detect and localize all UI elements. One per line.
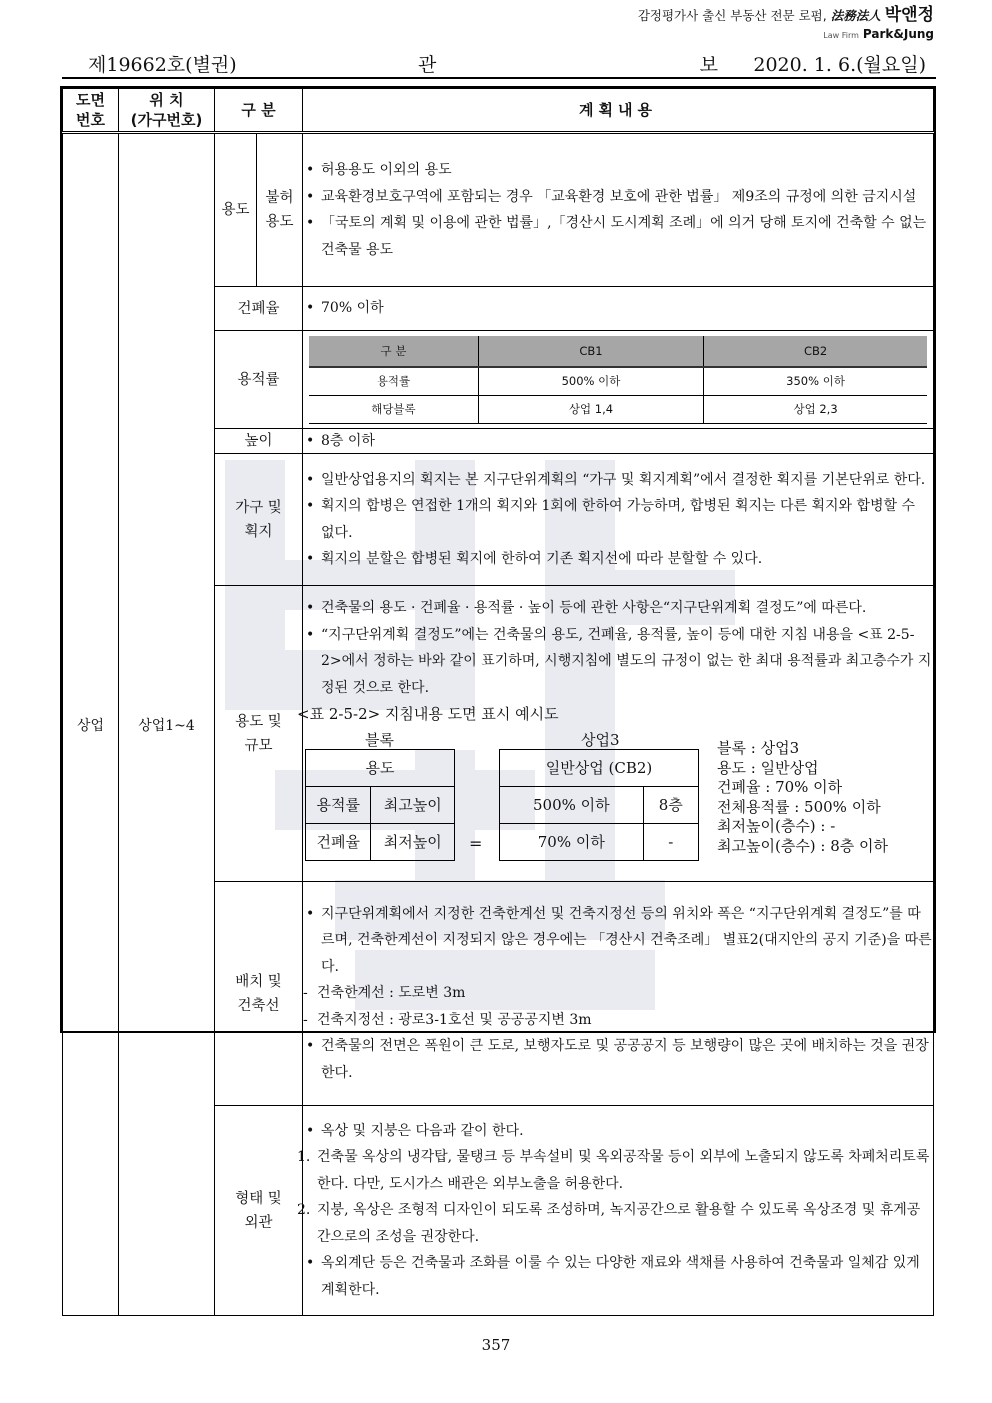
table-row-use (63, 133, 934, 287)
note-line: 최저높이(층수) : - (717, 817, 836, 835)
bcr-content (303, 287, 934, 331)
brand-lawfirm: 法務法人 (830, 8, 881, 23)
parcel-content (303, 454, 934, 586)
list-item: 2. 지붕, 옥상은 조형적 디자인이 되도록 조성하며, 녹지공간으로 활용할 수 있도록 옥상조경 및 휴게공간으로의 조성을 권장한다. (303, 1197, 933, 1250)
table-row (309, 395, 927, 423)
issue-number: 제19662호(별권) (88, 54, 237, 76)
drawing-number: 상업 (63, 133, 119, 1316)
list-item: • 옥외계단 등은 건축물과 조화를 이룰 수 있는 다양한 재료와 색채를 사용하여 건축물과 일체감 있게 계획한다. (303, 1250, 933, 1303)
label-form: 형태 및 외관 (215, 1106, 303, 1316)
block-location: 상업1~4 (119, 133, 215, 1316)
example-figure (297, 701, 933, 876)
layout-content (303, 882, 934, 1106)
gazette-title (418, 50, 718, 77)
label-use: 용도 (215, 133, 257, 287)
list-item: • 획지의 분할은 합병된 획지에 한하여 기존 획지선에 따라 분할할 수 있다. (303, 546, 933, 573)
legend-bcr: 건폐율 (306, 824, 371, 861)
list-item: • 건축물의 전면은 폭원이 큰 도로, 보행자도로 및 공공공지 등 보행량이 많은 곳에 배치하는 것을 권장한다. (303, 1033, 933, 1086)
example-far: 500% 이하 (500, 787, 644, 824)
legend-min-height: 최저높이 (371, 824, 455, 861)
list-item: • 옥상 및 지붕은 다음과 같이 한다. (303, 1118, 933, 1145)
legend-max-height: 최고높이 (371, 787, 455, 824)
gazette-header (88, 50, 926, 76)
plan-table (62, 88, 934, 1316)
example-max-height: 8층 (643, 787, 698, 824)
list-item: 1. 건축물 옥상의 냉각탑, 물탱크 등 부속설비 및 옥외공작물 등이 외부에 노출되지 않도록 차폐처리토록 한다. 다만, 도시가스 배관은 외부노출을 허용한다. (303, 1144, 933, 1197)
use-content (303, 133, 934, 287)
label-scale: 용도 및 규모 (215, 586, 303, 882)
note-line: 건폐율 : 70% 이하 (717, 778, 843, 796)
list-item: • 8층 이하 (303, 431, 933, 451)
scale-content (297, 586, 934, 882)
brand-law-firm-small: Law Firm (823, 31, 859, 40)
note-line: 블록 : 상업3 (717, 739, 800, 757)
far-header-cb1: CB1 (478, 336, 703, 367)
plan-document (60, 86, 936, 1298)
col-category: 구 분 (215, 89, 303, 133)
label-bcr: 건폐율 (215, 287, 303, 331)
table-cell: 350% 이하 (704, 367, 927, 396)
far-content (303, 331, 934, 429)
list-item: • 지구단위계획에서 지정한 건축한계선 및 건축지정선 등의 위치와 폭은 “지구단위계획 결정도”를 따르며, 건축한계선이 지정되지 않은 경우에는 「경산시 건축조례」 별표2(대지안의 공지 기준)을 따른다. (303, 901, 933, 981)
brand-tagline: 감정평가사 출신 부동산 전문 로펌, (637, 8, 827, 23)
list-item: • 70% 이하 (303, 295, 933, 322)
table-cell: 500% 이하 (478, 367, 703, 396)
list-item: • 획지의 합병은 연접한 1개의 획지와 1회에 한하여 가능하며, 합병된 획지는 다른 획지와 합병할 수 없다. (303, 493, 933, 546)
example-bcr: 70% 이하 (500, 824, 644, 861)
example-block: 상업3 (581, 731, 620, 749)
legend-block-label: 블록 (365, 731, 394, 749)
label-parcel: 가구 및 획지 (215, 454, 303, 586)
label-far: 용적률 (215, 331, 303, 429)
far-table (309, 336, 927, 424)
legend-box (305, 749, 455, 861)
gazette-title-right: 보 (699, 54, 718, 76)
table-cell: 해당블록 (309, 395, 478, 423)
table-cell: 상업 1,4 (478, 395, 703, 423)
list-item: • 허용용도 이외의 용도 (303, 157, 933, 184)
col-drawing-no: 도면 번호 (63, 89, 119, 133)
equals-sign: = (469, 834, 483, 853)
legend-use: 용도 (306, 750, 455, 787)
example-notes (717, 739, 888, 856)
form-content (303, 1106, 934, 1316)
note-line: 용도 : 일반상업 (717, 758, 819, 777)
far-header-cb2: CB2 (704, 336, 927, 367)
example-box (499, 749, 699, 861)
list-item: • 교육환경보호구역에 포함되는 경우 「교육환경 보호에 관한 법률」 제9조의 규정에 의한 금지시설 (303, 184, 933, 211)
brand-header (638, 6, 934, 45)
far-header-category: 구 분 (309, 336, 478, 367)
list-item: • 건축물의 용도 · 건폐율 · 용적률 · 높이 등에 관한 사항은“지구단위계획 결정도”에 따른다. (303, 595, 933, 622)
header-rule (62, 77, 936, 79)
table-header-row (63, 89, 934, 133)
label-height: 높이 (215, 429, 303, 454)
note-line: 전체용적률 : 500% 이하 (717, 797, 881, 816)
label-layout: 배치 및 건축선 (215, 882, 303, 1106)
height-content (303, 429, 934, 454)
page-number: 357 (481, 1336, 511, 1354)
list-item: • 일반상업용지의 획지는 본 지구단위계획의 “가구 및 획지계획”에서 결정한 획지를 기본단위로 한다. (303, 467, 933, 494)
example-min-height: - (643, 824, 698, 861)
example-caption: <표 2-5-2> 지침내용 도면 표시 예시도 (297, 705, 559, 723)
brand-name-ko: 박앤정 (884, 5, 934, 25)
col-location: 위 치 (가구번호) (119, 89, 215, 133)
legend-far: 용적률 (306, 787, 371, 824)
list-item: • 「국토의 계획 및 이용에 관한 법률」,「경산시 도시계획 조례」에 의거 당해 토지에 건축할 수 없는 건축물 용도 (303, 210, 933, 263)
brand-name-en: Park&Jung (862, 27, 934, 41)
note-line: 최고높이(층수) : 8층 이하 (717, 836, 889, 855)
label-prohibited-use: 불허 용도 (257, 133, 303, 287)
list-item: - 건축한계선 : 도로변 3m (303, 980, 933, 1007)
col-plan-content: 계획내용 (303, 89, 934, 133)
list-item: - 건축지정선 : 광로3-1호선 및 공공공지변 3m (303, 1007, 933, 1034)
table-row (309, 367, 927, 396)
issue-date: 2020. 1. 6.(월요일) (753, 54, 926, 76)
table-cell: 용적률 (309, 367, 478, 396)
gazette-title-left: 관 (418, 54, 437, 76)
example-use: 일반상업 (CB2) (500, 750, 699, 787)
table-cell: 상업 2,3 (704, 395, 927, 423)
list-item: • “지구단위계획 결정도”에는 건축물의 용도, 건폐율, 용적률, 높이 등에 대한 지침 내용을 <표 2-5-2>에서 정하는 바와 같이 표기하며, 시행지침에 별도의 규정이 없는 한 최대 용적률과 최고층수가 지정된 것으로 한다. (303, 622, 933, 702)
